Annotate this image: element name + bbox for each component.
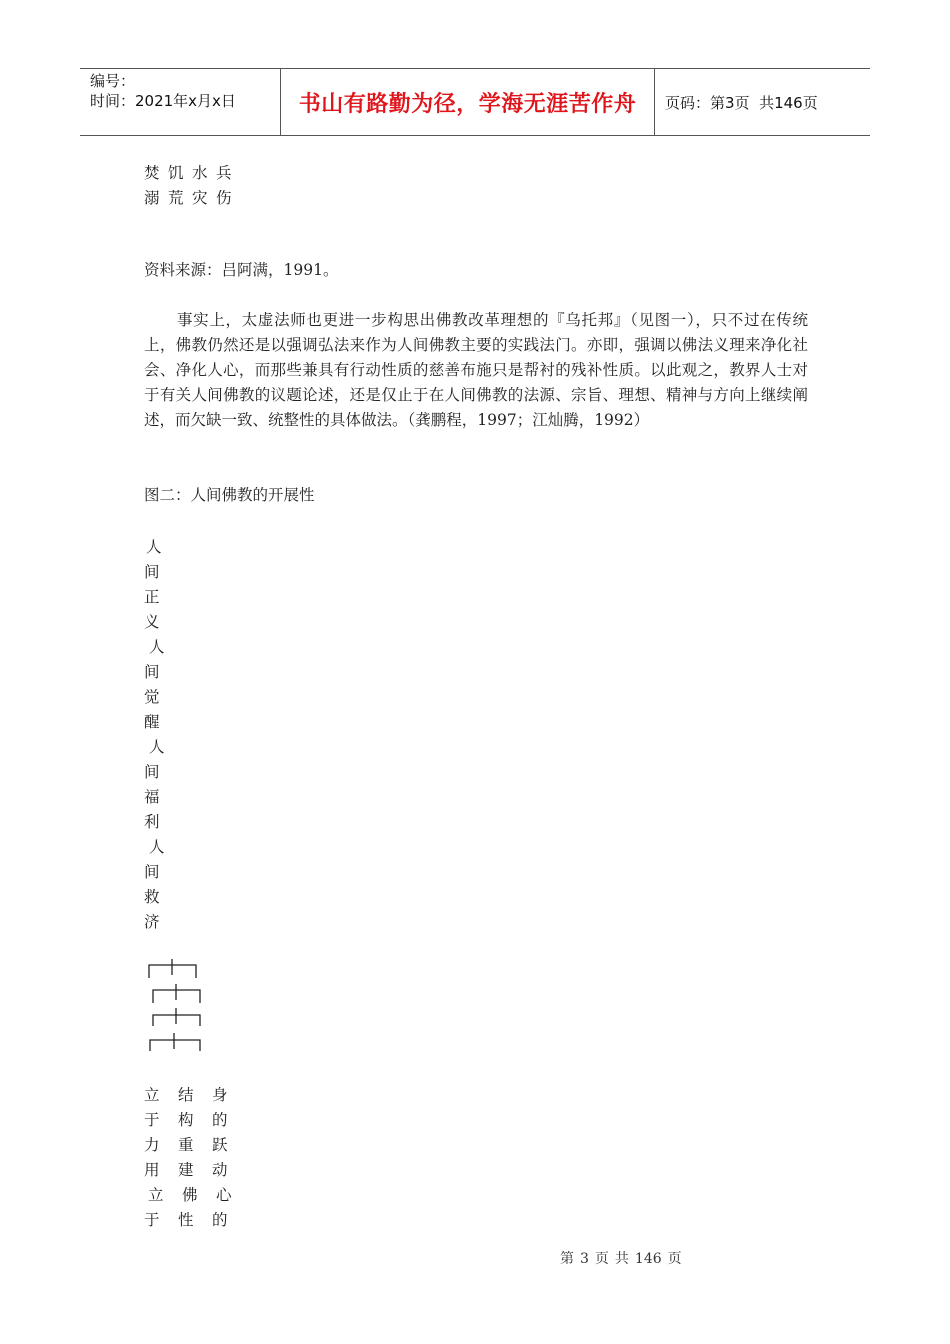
char: 的 [212,1211,228,1229]
vertical-char: 利 [144,813,160,831]
char: 建 [178,1161,194,1179]
vertical-char: 人 [146,538,162,556]
footer-word: 共 [614,1251,629,1267]
footer-word: 页 [667,1251,682,1267]
page-footer [560,1248,688,1268]
char: 于 [144,1111,160,1129]
vertical-char: 救 [144,888,160,906]
char: 灾 [192,189,208,207]
vertical-char: 间 [144,663,160,681]
char: 于 [144,1211,160,1229]
vertical-char: 间 [144,863,160,881]
footer-page-number: 3 [580,1251,589,1267]
vertical-char: 醒 [144,713,160,731]
bracket-2 [153,984,200,1003]
vertical-char: 济 [144,913,160,931]
header-left-cell [80,69,281,135]
triple-row [148,1183,250,1205]
char: 重 [178,1136,194,1154]
bracket-1 [149,959,196,978]
char: 佛 [182,1186,198,1204]
vertical-char: 觉 [144,688,160,706]
header-motto: 书山有路勤为径，学海无涯苦作舟 [281,69,655,135]
number-label: 编号： [90,72,136,90]
time-label: 时间：2021年x月x日 [90,92,236,110]
char: 结 [178,1086,194,1104]
triple-row [144,1133,246,1155]
char: 兵 [216,164,232,182]
source-citation: 资料来源：吕阿满，1991。 [144,261,339,279]
char: 水 [192,164,208,182]
vertical-char: 义 [144,613,160,631]
char: 性 [178,1211,194,1229]
char: 饥 [168,164,184,182]
bracket-diagram [146,958,208,1058]
triple-row [144,1083,246,1105]
char: 身 [212,1086,228,1104]
bracket-3 [153,1008,200,1026]
triple-row [144,1208,246,1230]
char: 构 [178,1111,194,1129]
triple-row [144,1158,246,1180]
bracket-4 [150,1033,200,1051]
page-label: 页码：第3页 共146页 [665,93,818,112]
vertical-char: 人 [149,738,165,756]
vertical-char: 正 [144,588,160,606]
page-header [80,68,870,136]
disaster-row-1 [144,161,240,183]
footer-word: 页 [594,1251,609,1267]
header-page-info [655,69,870,135]
footer-total-pages: 146 [634,1251,662,1267]
bracket-lines [146,958,208,1058]
char: 立 [144,1086,160,1104]
vertical-char: 间 [144,763,160,781]
char: 荒 [168,189,184,207]
char: 溺 [144,189,160,207]
vertical-char: 人 [149,838,165,856]
vertical-char: 间 [144,563,160,581]
char: 焚 [144,164,160,182]
vertical-char: 福 [144,788,160,806]
char: 力 [144,1136,160,1154]
char: 用 [144,1161,160,1179]
char: 跃 [212,1136,228,1154]
triple-row [144,1108,246,1130]
figure-title: 图二：人间佛教的开展性 [144,486,315,504]
char: 心 [216,1186,232,1204]
vertical-char: 人 [149,638,165,656]
char: 的 [212,1111,228,1129]
body-paragraph: 事实上，太虚法师也更进一步构思出佛教改革理想的『乌托邦』（见图一），只不过在传统上，佛教仍然还是以强调弘法来作为人间佛教主要的实践法门。亦即，强调以佛法义理来净化社会、净化人心，而那些兼具有行动性质的慈善布施只是帮衬的残补性质。以此观之，教界人士对于有关人间佛教的议题论述，还是仅止于在人间佛教的法源、宗旨、理想、精神与方向上继续阐述，而欠缺一致、统整性的具体做法。（龚鹏程，1997；江灿腾，1992） [144,311,808,429]
footer-word: 第 [560,1251,574,1267]
disaster-row-2 [144,186,240,208]
char: 伤 [216,189,232,207]
char: 立 [148,1186,164,1204]
char: 动 [212,1161,228,1179]
